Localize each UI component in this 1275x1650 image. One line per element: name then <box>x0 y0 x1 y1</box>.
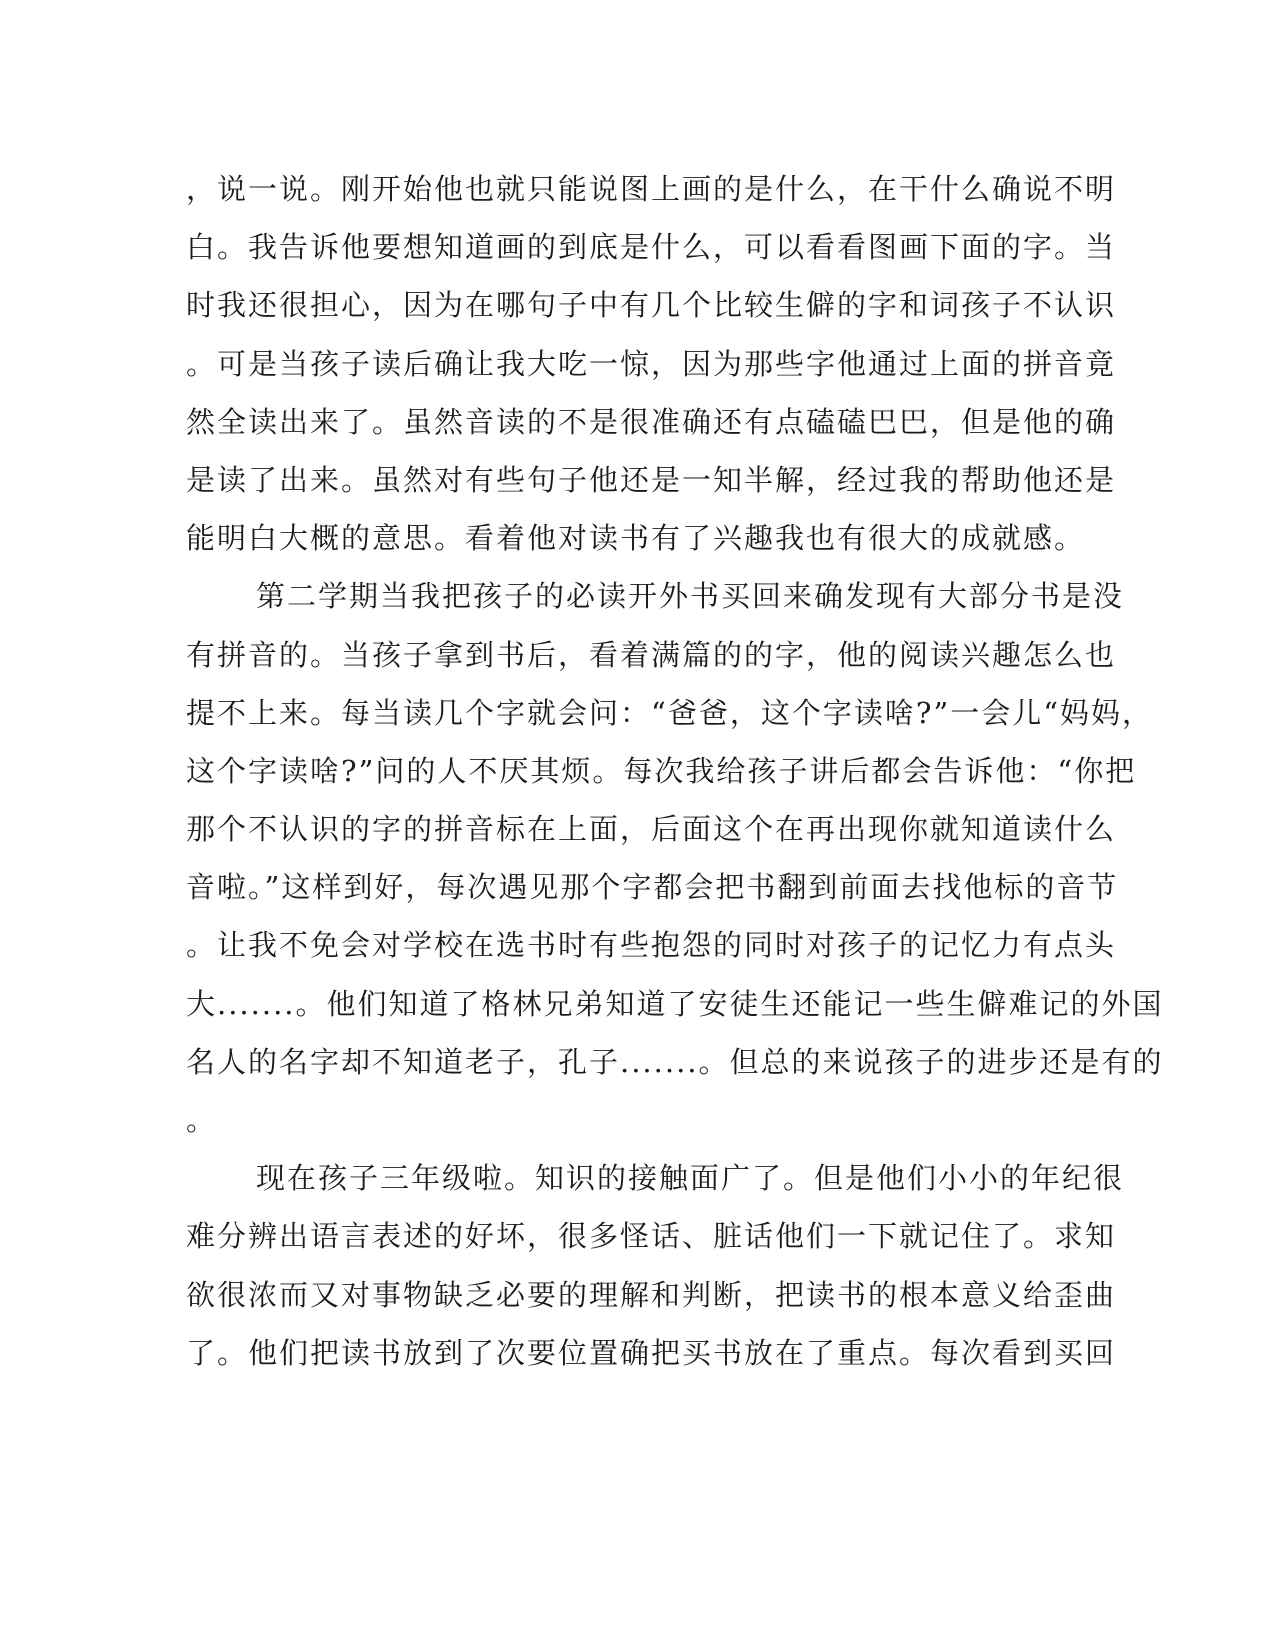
text-line: 欲很浓而又对事物缺乏必要的理解和判断，把读书的根本意义给歪曲 <box>186 1277 1117 1312</box>
text-line: 能明白大概的意思。看着他对读书有了兴趣我也有很大的成就感。 <box>186 521 1086 556</box>
text-line: 时我还很担心，因为在哪句子中有几个比较生僻的字和词孩子不认识 <box>186 288 1117 323</box>
text-line: 。让我不免会对学校在选书时有些抱怨的同时对孩子的记忆力有点头 <box>186 928 1117 963</box>
paragraph-start-line: 现在孩子三年级啦。知识的接触面广了。但是他们小小的年纪很 <box>256 1161 1125 1196</box>
text-line: 了。他们把读书放到了次要位置确把买书放在了重点。每次看到买回 <box>186 1335 1117 1370</box>
text-line: 然全读出来了。虽然音读的不是很准确还有点磕磕巴巴，但是他的确 <box>186 404 1117 439</box>
text-line: 提不上来。每当读几个字就会问：“爸爸，这个字读啥?”一会儿“妈妈， <box>186 695 1154 730</box>
text-line: 音啦。”这样到好，每次遇见那个字都会把书翻到前面去找他标的音节 <box>186 870 1119 905</box>
text-line: 名人的名字却不知道老子，孔子.......。但总的来说孩子的进步还是有的 <box>186 1044 1164 1079</box>
text-line: 那个不认识的字的拼音标在上面，后面这个在再出现你就知道读什么 <box>186 812 1117 847</box>
text-line: 大.......。他们知道了格林兄弟知道了安徒生还能记一些生僻难记的外国 <box>186 986 1164 1021</box>
text-line: 难分辨出语言表述的好坏，很多怪话、脏话他们一下就记住了。求知 <box>186 1219 1117 1254</box>
body-text <box>186 160 1164 1382</box>
text-line: 白。我告诉他要想知道画的到底是什么，可以看看图画下面的字。当 <box>186 230 1117 265</box>
text-line: 。 <box>186 1103 218 1137</box>
text-line: ，说一说。刚开始他也就只能说图上画的是什么，在干什么确说不明 <box>186 172 1117 206</box>
text-line: 有拼音的。当孩子拿到书后，看着满篇的的字，他的阅读兴趣怎么也 <box>186 637 1117 672</box>
text-line: 。可是当孩子读后确让我大吃一惊，因为那些字他通过上面的拼音竟 <box>186 346 1117 381</box>
text-line: 这个字读啥?”问的人不厌其烦。每次我给孩子讲后都会告诉他：“你把 <box>186 753 1137 788</box>
text-line: 是读了出来。虽然对有些句子他还是一知半解，经过我的帮助他还是 <box>186 462 1117 497</box>
paragraph-start-line: 第二学期当我把孩子的必读开外书买回来确发现有大部分书是没 <box>256 579 1125 614</box>
